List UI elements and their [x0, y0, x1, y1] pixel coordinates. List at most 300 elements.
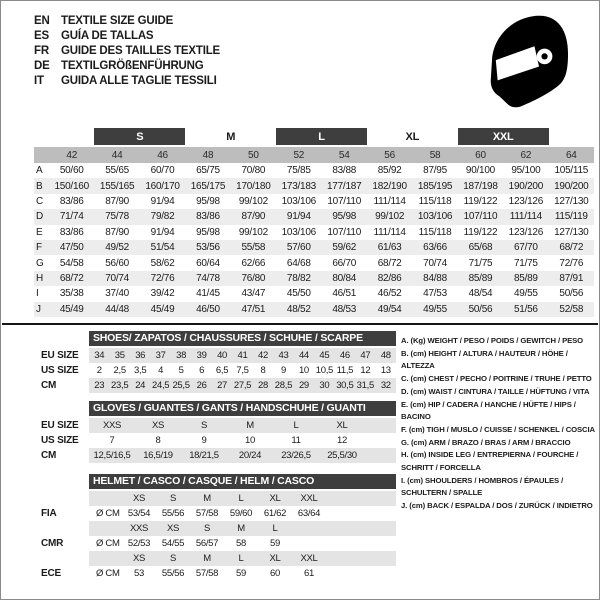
- value-cell: 58/62: [150, 257, 175, 269]
- value-cell: 55/65: [105, 165, 129, 177]
- value-cell: 7,5: [236, 365, 249, 376]
- row-data: [89, 448, 396, 463]
- language-title: GUIDA ALLE TAGLIE TESSILI: [61, 75, 217, 87]
- value-cell: 65/75: [196, 165, 220, 177]
- language-list: [34, 14, 220, 89]
- value-cell: 11: [291, 435, 301, 446]
- value-cell: 27: [217, 380, 228, 391]
- value-cell: 155/165: [99, 180, 135, 192]
- value-cell: 59/62: [332, 242, 357, 254]
- value-cell: 48: [380, 350, 391, 361]
- value-cell: 60/70: [150, 165, 175, 177]
- value-cell: 95/100: [511, 165, 541, 177]
- size-header-row: [34, 147, 594, 163]
- value-cell: 91/94: [150, 195, 175, 207]
- value-cell: 57/58: [195, 568, 219, 579]
- value-cell: 78/82: [286, 272, 311, 284]
- value-cell: 24: [135, 380, 146, 391]
- row-letter: E: [36, 226, 43, 238]
- language-code: IT: [34, 75, 44, 87]
- value-cell: 2: [96, 365, 102, 376]
- value-cell: 103/106: [417, 211, 453, 223]
- language-row: [34, 29, 220, 44]
- value-cell: 2,5: [113, 365, 126, 376]
- table-row: [34, 378, 396, 393]
- value-cell: 71/75: [468, 257, 493, 269]
- measurement-row-h: [34, 271, 594, 286]
- language-row: [34, 14, 220, 29]
- row-letter: G: [36, 257, 44, 269]
- language-code: FR: [34, 45, 49, 57]
- value-cell: 8: [155, 435, 161, 446]
- helmet-standard-row-fia: [34, 506, 396, 521]
- value-cell: 83/86: [59, 226, 84, 238]
- row-letter: B: [36, 180, 43, 192]
- size-cell: M: [203, 493, 211, 504]
- value-cell: 72/76: [150, 272, 175, 284]
- value-cell: 55/58: [241, 242, 266, 254]
- value-cell: 190/200: [554, 180, 589, 192]
- row-letter: C: [36, 195, 43, 207]
- value-cell: 39: [196, 350, 207, 361]
- value-cell: 59: [270, 538, 280, 549]
- value-cell: 95/98: [332, 211, 357, 223]
- size-cell: 48: [202, 149, 214, 161]
- value-cell: 56/57: [195, 538, 219, 549]
- row-data: [89, 433, 396, 448]
- value-cell: 59/60: [229, 508, 253, 519]
- value-cell: 40: [217, 350, 228, 361]
- value-cell: 70/74: [423, 257, 447, 269]
- row-letter: F: [36, 242, 42, 254]
- value-cell: 43: [278, 350, 289, 361]
- size-cell: 60: [475, 149, 486, 161]
- value-cell: 12: [337, 435, 347, 446]
- row-label: CM: [41, 380, 57, 391]
- measurement-row-i: [34, 286, 594, 301]
- value-cell: 55/56: [161, 508, 185, 519]
- value-cell: 28,5: [274, 380, 293, 391]
- value-cell: 16,5/19: [143, 450, 173, 461]
- size-cell: XL: [269, 493, 281, 504]
- value-cell: 50/56: [468, 303, 493, 315]
- value-cell: 34: [94, 350, 105, 361]
- value-cell: 29: [298, 380, 309, 391]
- language-title: TEXTILGRÖßENFÜHRUNG: [61, 60, 204, 72]
- value-cell: 59: [236, 568, 246, 579]
- value-cell: 53: [134, 568, 144, 579]
- value-cell: 38: [176, 350, 187, 361]
- value-cell: 82/86: [377, 272, 402, 284]
- standard-label: ECE: [41, 568, 61, 579]
- unit-cell: Ø CM: [96, 568, 120, 579]
- value-cell: 50/60: [59, 165, 84, 177]
- value-cell: 11,5: [336, 365, 354, 376]
- value-cell: S: [200, 420, 208, 431]
- value-cell: 45: [319, 350, 330, 361]
- value-cell: 13: [380, 365, 391, 376]
- language-title: GUIDE DES TAILLES TEXTILE: [61, 45, 220, 57]
- value-cell: 12: [360, 365, 371, 376]
- value-cell: 119/122: [463, 226, 498, 238]
- value-cell: 45/49: [59, 303, 84, 315]
- value-cell: 99/102: [375, 211, 405, 223]
- value-cell: 32: [380, 380, 391, 391]
- value-cell: 85/89: [513, 272, 538, 284]
- value-cell: 48/52: [286, 303, 311, 315]
- value-cell: 99/102: [238, 195, 268, 207]
- value-cell: 115/119: [554, 211, 588, 223]
- row-data: [89, 506, 396, 521]
- shoes-table: [34, 331, 396, 393]
- row-letter: D: [36, 211, 43, 223]
- legend-item-i: I. (cm) SHOULDERS / HOMBROS / ÉPAULES / SCHULTERN / SPALLE: [401, 475, 564, 498]
- value-cell: 99/102: [238, 226, 268, 238]
- value-cell: 123/126: [508, 226, 544, 238]
- size-cell: 56: [384, 149, 395, 161]
- size-group-row: [34, 128, 594, 145]
- helmet-table-title: HELMET / CASCO / CASQUE / HELM / CASCO: [89, 474, 396, 489]
- table-row: [34, 448, 396, 463]
- value-cell: 52/53: [127, 538, 151, 549]
- value-cell: 80/84: [332, 272, 357, 284]
- value-cell: 39/42: [150, 288, 175, 300]
- value-cell: 62/66: [241, 257, 266, 269]
- value-cell: 6,5: [215, 365, 229, 376]
- value-cell: 63/66: [423, 242, 447, 254]
- size-cell: 64: [565, 149, 577, 161]
- value-cell: 61/62: [263, 508, 287, 519]
- measurement-legend: [401, 335, 598, 513]
- language-code: EN: [34, 15, 50, 27]
- size-cell: 54: [338, 149, 350, 161]
- value-cell: 48/53: [332, 303, 357, 315]
- row-data: [89, 348, 396, 363]
- value-cell: 79/82: [150, 211, 175, 223]
- size-cell: 50: [248, 149, 259, 161]
- value-cell: 60: [270, 568, 280, 579]
- value-cell: 190/200: [508, 180, 544, 192]
- value-cell: 47/51: [241, 303, 266, 315]
- value-cell: 4: [158, 365, 164, 376]
- value-cell: 185/195: [417, 180, 453, 192]
- size-cell: M: [237, 523, 245, 534]
- value-cell: 9: [201, 435, 207, 446]
- standard-label: FIA: [41, 508, 57, 519]
- value-cell: 35/38: [59, 288, 84, 300]
- value-cell: 87/90: [105, 195, 129, 207]
- size-cell: 52: [293, 149, 305, 161]
- value-cell: 107/110: [327, 226, 362, 238]
- value-cell: 12,5/16,5: [93, 450, 131, 461]
- language-row: [34, 44, 220, 59]
- value-cell: 95/98: [196, 195, 220, 207]
- value-cell: 173/183: [281, 180, 316, 192]
- value-cell: 20/24: [238, 450, 262, 461]
- value-cell: 46: [339, 350, 350, 361]
- value-cell: L: [293, 420, 299, 431]
- value-cell: 63/64: [297, 508, 321, 519]
- value-cell: 127/130: [554, 195, 589, 207]
- value-cell: 52/58: [559, 303, 584, 315]
- size-cell: S: [169, 553, 177, 564]
- value-cell: 115/118: [418, 226, 452, 238]
- value-cell: 107/110: [463, 211, 498, 223]
- value-cell: 10: [245, 435, 255, 446]
- value-cell: XL: [336, 420, 348, 431]
- value-cell: 111/114: [509, 211, 542, 223]
- table-row: [34, 348, 396, 363]
- value-cell: 44: [298, 350, 309, 361]
- row-letter: I: [36, 288, 39, 300]
- size-cell: XS: [132, 493, 146, 504]
- row-letter: A: [36, 165, 43, 177]
- value-cell: 61/63: [377, 242, 402, 254]
- value-cell: 58: [236, 538, 246, 549]
- value-cell: 5: [178, 365, 184, 376]
- value-cell: 18/21,5: [189, 450, 219, 461]
- size-cell: M: [203, 553, 211, 564]
- value-cell: 182/190: [372, 180, 407, 192]
- value-cell: 83/86: [59, 195, 84, 207]
- value-cell: 42: [258, 350, 268, 361]
- value-cell: 6: [199, 365, 205, 376]
- size-cell: XXL: [300, 553, 318, 564]
- row-label: EU SIZE: [41, 350, 79, 361]
- size-cell: 62: [520, 149, 532, 161]
- value-cell: 187/198: [463, 180, 498, 192]
- size-cell: L: [272, 523, 278, 534]
- row-data: [89, 566, 396, 581]
- value-cell: 160/170: [145, 180, 180, 192]
- value-cell: 35: [114, 350, 125, 361]
- helmet-icon: [482, 13, 574, 109]
- gloves-table-title: GLOVES / GUANTES / GANTS / HANDSCHUHE / GUANTI: [89, 401, 396, 416]
- value-cell: 150/160: [54, 180, 89, 192]
- value-cell: 25,5: [172, 380, 190, 391]
- value-cell: 54/58: [59, 257, 84, 269]
- value-cell: 72/76: [559, 257, 584, 269]
- value-cell: 26: [196, 380, 207, 391]
- value-cell: 103/106: [281, 226, 316, 238]
- value-cell: 75/78: [105, 211, 129, 223]
- value-cell: 30,5: [336, 380, 354, 391]
- table-row: [34, 433, 396, 448]
- size-group-xl: XL: [405, 130, 420, 143]
- value-cell: 70/74: [105, 272, 129, 284]
- measurement-row-a: [34, 163, 594, 178]
- row-data: [89, 418, 396, 433]
- value-cell: XS: [151, 420, 165, 431]
- value-cell: 57/58: [195, 508, 219, 519]
- value-cell: 105/115: [554, 165, 589, 177]
- language-title: GUÍA DE TALLAS: [61, 30, 154, 42]
- value-cell: XXS: [102, 420, 122, 431]
- value-cell: 31,5: [356, 380, 374, 391]
- row-data: [89, 363, 396, 378]
- value-cell: 43/47: [241, 288, 266, 300]
- value-cell: 51/56: [513, 303, 538, 315]
- value-cell: 49/52: [105, 242, 129, 254]
- measurement-row-g: [34, 255, 594, 270]
- legend-item-c: C. (cm) CHEST / PECHO / POITRINE / TRUHE / PETTO: [401, 374, 592, 384]
- value-cell: 84/88: [423, 272, 447, 284]
- value-cell: 83/88: [332, 165, 357, 177]
- value-cell: 41: [237, 350, 248, 361]
- value-cell: 46/50: [196, 303, 220, 315]
- row-data: [89, 521, 396, 536]
- value-cell: 49/55: [423, 303, 447, 315]
- size-cell: XS: [166, 523, 180, 534]
- legend-item-b: B. (cm) HEIGHT / ALTURA / HAUTEUR / HÖHE / ALTEZZA: [401, 348, 568, 371]
- value-cell: 47/50: [59, 242, 84, 254]
- value-cell: 68/72: [559, 242, 584, 254]
- value-cell: 83/86: [196, 211, 220, 223]
- value-cell: 68/72: [377, 257, 402, 269]
- value-cell: 25,5/30: [327, 450, 357, 461]
- size-cell: L: [238, 553, 244, 564]
- value-cell: 75/85: [286, 165, 311, 177]
- value-cell: 27,5: [233, 380, 252, 391]
- value-cell: 71/75: [513, 257, 538, 269]
- value-cell: 23,5: [111, 380, 129, 391]
- value-cell: 66/70: [332, 257, 357, 269]
- legend-item-e: E. (cm) HIP / CADERA / HANCHE / HÜFTE / HIPS / BACINO: [401, 399, 576, 422]
- measurement-row-f: [34, 240, 594, 255]
- legend-item-g: G. (cm) ARM / BRAZO / BRAS / ARM / BRACCIO: [401, 437, 571, 447]
- size-group-m: M: [226, 130, 236, 143]
- value-cell: 91/94: [286, 211, 311, 223]
- size-group-xxl: XXL: [458, 128, 549, 145]
- value-cell: 127/130: [554, 226, 589, 238]
- value-cell: 87/90: [105, 226, 129, 238]
- value-cell: 10: [298, 365, 309, 376]
- value-cell: 46/51: [332, 288, 357, 300]
- value-cell: 9: [280, 365, 286, 376]
- row-label: CM: [41, 450, 57, 461]
- value-cell: 111/114: [373, 195, 406, 207]
- value-cell: 71/74: [59, 211, 84, 223]
- measurement-table: [34, 128, 594, 317]
- value-cell: 165/175: [190, 180, 226, 192]
- value-cell: 23/26,5: [281, 450, 311, 461]
- size-cell: XS: [132, 553, 146, 564]
- size-cell: 46: [157, 149, 168, 161]
- value-cell: 87/95: [423, 165, 447, 177]
- row-label: US SIZE: [41, 435, 79, 446]
- size-cell: 42: [66, 149, 78, 161]
- size-group-l: L: [276, 128, 367, 145]
- value-cell: 8: [260, 365, 266, 376]
- value-cell: 47: [360, 350, 371, 361]
- measurement-row-e: [34, 225, 594, 240]
- value-cell: 87/91: [559, 272, 584, 284]
- language-code: ES: [34, 30, 49, 42]
- value-cell: 45/50: [286, 288, 311, 300]
- table-row: [34, 363, 396, 378]
- value-cell: 55/56: [161, 568, 185, 579]
- measurement-row-b: [34, 178, 594, 193]
- value-cell: 47/53: [423, 288, 447, 300]
- value-cell: 53/54: [127, 508, 151, 519]
- value-cell: 49/55: [513, 288, 538, 300]
- value-cell: 61: [304, 568, 314, 579]
- size-cell: 58: [429, 149, 441, 161]
- size-cell: 44: [111, 149, 123, 161]
- helmet-size-row: [34, 521, 396, 536]
- unit-cell: Ø CM: [96, 538, 120, 549]
- value-cell: 107/110: [327, 195, 362, 207]
- legend-item-h: H. (cm) INSIDE LEG / ENTREPIERNA / FOURCHE / SCHRITT / FORCELLA: [401, 450, 579, 473]
- value-cell: 119/122: [463, 195, 498, 207]
- legend-item-d: D. (cm) WAIST / CINTURA / TAILLE / HÜFTUNG / VITA: [401, 386, 590, 396]
- helmet-standard-row-cmr: [34, 536, 396, 551]
- value-cell: 95/98: [196, 226, 220, 238]
- value-cell: 44/48: [105, 303, 129, 315]
- value-cell: 28: [258, 380, 268, 391]
- row-label: [34, 521, 89, 536]
- value-cell: M: [246, 420, 254, 431]
- value-cell: 85/92: [377, 165, 402, 177]
- value-cell: 70/80: [241, 165, 266, 177]
- measurement-row-d: [34, 209, 594, 224]
- helmet-table: [34, 474, 396, 581]
- helmet-size-row: [34, 551, 396, 566]
- value-cell: 74/78: [196, 272, 220, 284]
- value-cell: 65/68: [468, 242, 493, 254]
- measurement-row-j: [34, 302, 594, 317]
- value-cell: 46/52: [377, 288, 402, 300]
- value-cell: 49/54: [377, 303, 402, 315]
- size-cell: S: [203, 523, 211, 534]
- value-cell: 115/118: [418, 195, 452, 207]
- row-label: EU SIZE: [41, 420, 79, 431]
- size-cell: XL: [269, 553, 281, 564]
- row-data: [89, 536, 396, 551]
- size-cell: S: [169, 493, 177, 504]
- value-cell: 37: [155, 350, 166, 361]
- legend-item-f: F. (cm) TIGH / MUSLO / CUISSE / SCHENKEL / COSCIA: [401, 424, 595, 434]
- value-cell: 37/40: [105, 288, 129, 300]
- value-cell: 64/68: [286, 257, 311, 269]
- value-cell: 90/100: [465, 165, 495, 177]
- value-cell: 170/180: [236, 180, 271, 192]
- value-cell: 36: [135, 350, 146, 361]
- value-cell: 30: [319, 380, 330, 391]
- size-cell: L: [238, 493, 244, 504]
- row-label: [34, 551, 89, 566]
- value-cell: 57/60: [286, 242, 311, 254]
- value-cell: 68/72: [59, 272, 84, 284]
- value-cell: 60/64: [196, 257, 220, 269]
- size-group-s: S: [94, 128, 185, 145]
- row-label: [34, 491, 89, 506]
- value-cell: 24,5: [151, 380, 170, 391]
- row-data: [89, 491, 396, 506]
- shoes-table-title: SHOES/ ZAPATOS / CHAUSSURES / SCHUHE / SCARPE: [89, 331, 396, 346]
- value-cell: 23: [94, 380, 105, 391]
- value-cell: 85/89: [468, 272, 493, 284]
- value-cell: 91/94: [150, 226, 175, 238]
- row-data: [89, 378, 396, 393]
- value-cell: 76/80: [241, 272, 266, 284]
- measurement-row-c: [34, 194, 594, 209]
- value-cell: 103/106: [281, 195, 316, 207]
- value-cell: 51/54: [150, 242, 175, 254]
- value-cell: 41/45: [196, 288, 220, 300]
- value-cell: 87/90: [241, 211, 266, 223]
- value-cell: 53/56: [196, 242, 220, 254]
